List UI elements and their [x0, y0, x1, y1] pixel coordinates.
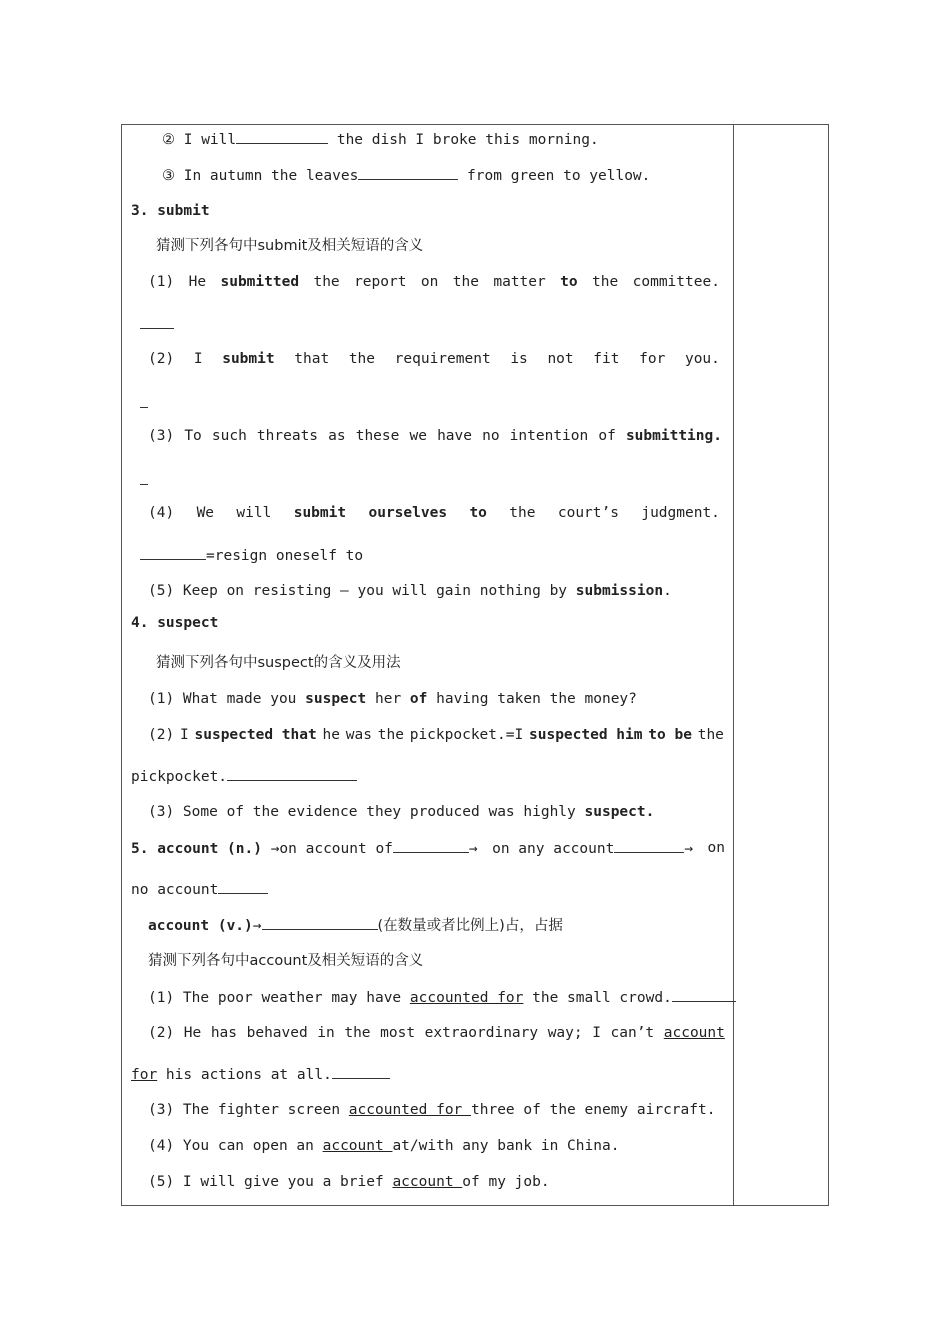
answer-blank[interactable] [393, 838, 469, 853]
s3-example-1: (1) He submitted the report on the matter to the committee. [148, 274, 720, 290]
answer-blank[interactable] [140, 314, 174, 329]
s3-example-5: (5) Keep on resisting — you will gain nothing by submission. [148, 583, 672, 599]
answer-blank[interactable] [614, 838, 684, 853]
s2-example-3: ③ In autumn the leaves from green to yellow. [162, 165, 650, 186]
s3-heading: 3. submit [131, 203, 210, 219]
notes-column-divider [733, 124, 734, 1206]
s5-example-3: (3) The fighter screen accounted for three of the enemy aircraft. [148, 1102, 716, 1118]
answer-blank[interactable] [140, 545, 206, 560]
answer-blank[interactable] [358, 165, 458, 180]
answer-blank[interactable] [218, 879, 268, 894]
s5-example-2: (2) He has behaved in the most extraordinary way; I can’t account [148, 1025, 725, 1041]
s4-example-3: (3) Some of the evidence they produced was highly suspect. [148, 804, 655, 820]
s4-heading: 4. suspect [131, 615, 219, 631]
s5-heading: 5. account (n.) →on account of → on any account → on [131, 840, 725, 857]
s3-example-4-note: =resign oneself to [140, 545, 363, 566]
answer-blank[interactable] [140, 470, 148, 485]
answer-blank[interactable] [236, 129, 328, 144]
s5-example-2-cont: for his actions at all. [131, 1064, 390, 1085]
answer-blank[interactable] [672, 987, 736, 1002]
s3-example-2: (2) I submit that the requirement is not fit for you. [148, 351, 720, 367]
s2-example-2: ② I will the dish I broke this morning. [162, 129, 599, 150]
s3-instruction: 猜测下列各句中submit及相关短语的含义 [156, 238, 424, 254]
s5-example-4: (4) You can open an account at/with any bank in China. [148, 1138, 620, 1154]
s4-instruction: 猜测下列各句中suspect的含义及用法 [156, 655, 401, 671]
s3-example-4: (4) We will submit ourselves to the court’s judgment. [148, 505, 720, 521]
answer-blank[interactable] [262, 915, 378, 930]
answer-blank[interactable] [140, 393, 148, 408]
s5-heading-cont: no account [131, 879, 268, 900]
s5-instruction: 猜测下列各句中account及相关短语的含义 [148, 953, 424, 969]
s3-example-3: (3) To such threats as these we have no intention of submitting. [148, 428, 722, 444]
s4-example-2: (2) I suspected that he was the pickpocket.=I suspected him to be the [148, 727, 724, 743]
answer-blank[interactable] [227, 766, 357, 781]
s4-example-2-cont: pickpocket. [131, 766, 357, 787]
s5-example-1: (1) The poor weather may have accounted for the small crowd. [148, 987, 736, 1008]
s5-example-5: (5) I will give you a brief account of my job. [148, 1174, 550, 1190]
s4-example-1: (1) What made you suspect her of having taken the money? [148, 691, 637, 707]
s5-verb-line: account (v.)→ (在数量或者比例上)占，占据 [148, 915, 563, 936]
answer-blank[interactable] [332, 1064, 390, 1079]
